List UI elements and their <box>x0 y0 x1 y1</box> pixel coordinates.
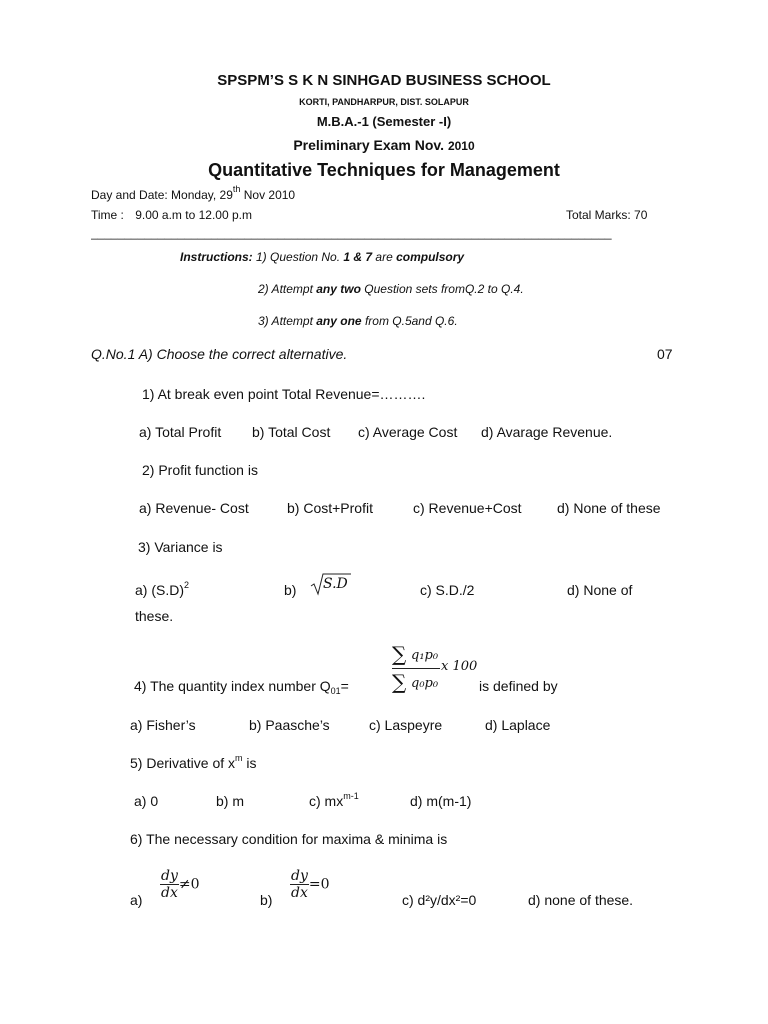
subq-2-option-b: b) Cost+Profit <box>287 500 373 516</box>
fraction-bar <box>392 668 440 669</box>
subq-2-text: 2) Profit function is <box>142 462 258 478</box>
instr1-d: compulsory <box>396 250 465 264</box>
subq-5-sup: m <box>235 753 243 763</box>
exam-prefix: Preliminary Exam Nov. <box>293 137 445 153</box>
subq-5-option-b: b) m <box>216 793 244 809</box>
instr3-b: any one <box>316 314 362 328</box>
subq-3-option-b: b) <box>284 582 297 598</box>
frac-b-den: dx <box>291 885 308 901</box>
subq-6-option-a-expr <box>160 868 200 901</box>
subq-1-option-a: a) Total Profit <box>139 424 222 440</box>
instr2-b: any two <box>316 282 361 296</box>
subq-4-sub: 01 <box>330 686 341 696</box>
exam-title <box>0 137 768 153</box>
frac-a-den: dx <box>161 885 178 901</box>
school-address: KORTI, PANDHARPUR, DIST. SOLAPUR <box>299 97 469 107</box>
subq-5-option-a: a) 0 <box>134 793 159 809</box>
subq-5-c-text: c) mx <box>309 793 344 809</box>
subq-4-option-c: c) Laspeyre <box>369 717 443 733</box>
header-rule: ______________________________________________________________________________ <box>91 226 612 240</box>
instr2-c: Question sets fromQ.2 to Q.4. <box>360 282 524 296</box>
derivative-fraction-b <box>290 868 309 901</box>
derivative-fraction-a <box>160 868 179 901</box>
instr2-a: 2) Attempt <box>258 282 317 296</box>
subq-3-option-c: c) S.D./2 <box>420 582 475 598</box>
subq-5-tail: is <box>242 755 257 771</box>
subject-title: Quantitative Techniques for Management <box>208 160 560 180</box>
subq-4-tail: is defined by <box>479 678 558 694</box>
subq-3-option-b-expr: S.D <box>323 576 348 592</box>
question-marks: 07 <box>657 346 673 362</box>
exam-time <box>91 208 252 222</box>
frac-a-num: dy <box>161 868 178 884</box>
date-sup: th <box>232 184 241 194</box>
subq-3-a-sup: 2 <box>184 580 190 590</box>
subq-5-option-c <box>309 793 359 809</box>
subq-6-option-a-label: a) <box>130 892 143 908</box>
instr3-a: 3) Attempt <box>258 314 317 328</box>
exam-year: 2010 <box>447 139 475 153</box>
subq-3-text: 3) Variance is <box>138 539 223 555</box>
instruction-2 <box>258 282 524 296</box>
time-value: 9.00 a.m to 12.00 p.m <box>135 208 252 222</box>
subq-5-text-main: 5) Derivative of x <box>130 755 236 771</box>
subq-1-text: 1) At break even point Total Revenue=………. <box>142 386 426 402</box>
frac-a-rel: ≠0 <box>178 876 200 893</box>
subq-5-c-sup: m-1 <box>343 791 359 801</box>
subq-4-text <box>134 678 349 694</box>
frac-b-rel: =0 <box>308 876 330 893</box>
subq-4-denominator: q₀p₀ <box>411 676 439 691</box>
sum-icon-top: ∑ <box>392 642 407 666</box>
frac-b-num: dy <box>291 868 308 884</box>
subq-1-option-b: b) Total Cost <box>252 424 331 440</box>
subq-5-option-d: d) m(m-1) <box>410 793 472 809</box>
instr1-a: 1) Question No. <box>252 250 344 264</box>
instr3-c: from Q.5and Q.6. <box>361 314 458 328</box>
subq-6-option-c: c) d²y/dx²=0 <box>402 892 477 908</box>
subq-3-option-d: d) None of <box>567 582 633 598</box>
subq-6-option-d: d) none of these. <box>528 892 634 908</box>
subq-4-times: x 100 <box>441 659 478 674</box>
instruction-1 <box>180 250 464 264</box>
subq-4-option-d: d) Laplace <box>485 717 551 733</box>
subq-6-option-b-expr <box>290 868 330 901</box>
subq-6-option-b-label: b) <box>260 892 273 908</box>
instructions-label: Instructions: <box>180 250 253 264</box>
instr1-b: 1 & 7 <box>343 250 373 264</box>
question-title: Q.No.1 A) Choose the correct alternative. <box>91 346 348 362</box>
instruction-3 <box>258 314 458 328</box>
subq-4-eq: = <box>340 678 349 694</box>
subq-4-numerator: q₁p₀ <box>411 648 439 663</box>
subq-2-option-c: c) Revenue+Cost <box>413 500 522 516</box>
subq-3-option-d-cont: these. <box>135 608 174 624</box>
subq-2-option-a: a) Revenue- Cost <box>139 500 249 516</box>
total-marks: Total Marks: 70 <box>566 208 648 222</box>
school-name: SPSPM’S S K N SINHGAD BUSINESS SCHOOL <box>217 72 551 89</box>
subq-6-text: 6) The necessary condition for maxima & minima is <box>130 831 448 847</box>
exam-date <box>91 184 296 202</box>
subq-3-option-a <box>135 582 189 598</box>
subq-5-text <box>130 755 257 771</box>
course-name: M.B.A.-1 (Semester -I) <box>316 114 452 129</box>
date-prefix: Day and Date: Monday, 29 <box>91 188 233 202</box>
subq-4-text-main: 4) The quantity index number Q <box>134 678 331 694</box>
subq-2-option-d: d) None of these <box>557 500 661 516</box>
subq-4-option-b: b) Paasche’s <box>249 717 330 733</box>
subq-1-option-c: c) Average Cost <box>358 424 458 440</box>
subq-3-a-text: a) (S.D) <box>135 582 184 598</box>
sum-icon-bottom: ∑ <box>392 670 407 694</box>
instr1-c: are <box>372 250 397 264</box>
subq-1-option-d: d) Avarage Revenue. <box>481 424 613 440</box>
date-suffix: Nov 2010 <box>240 188 296 202</box>
subq-4-option-a: a) Fisher’s <box>130 717 196 733</box>
time-label: Time : <box>91 208 124 222</box>
